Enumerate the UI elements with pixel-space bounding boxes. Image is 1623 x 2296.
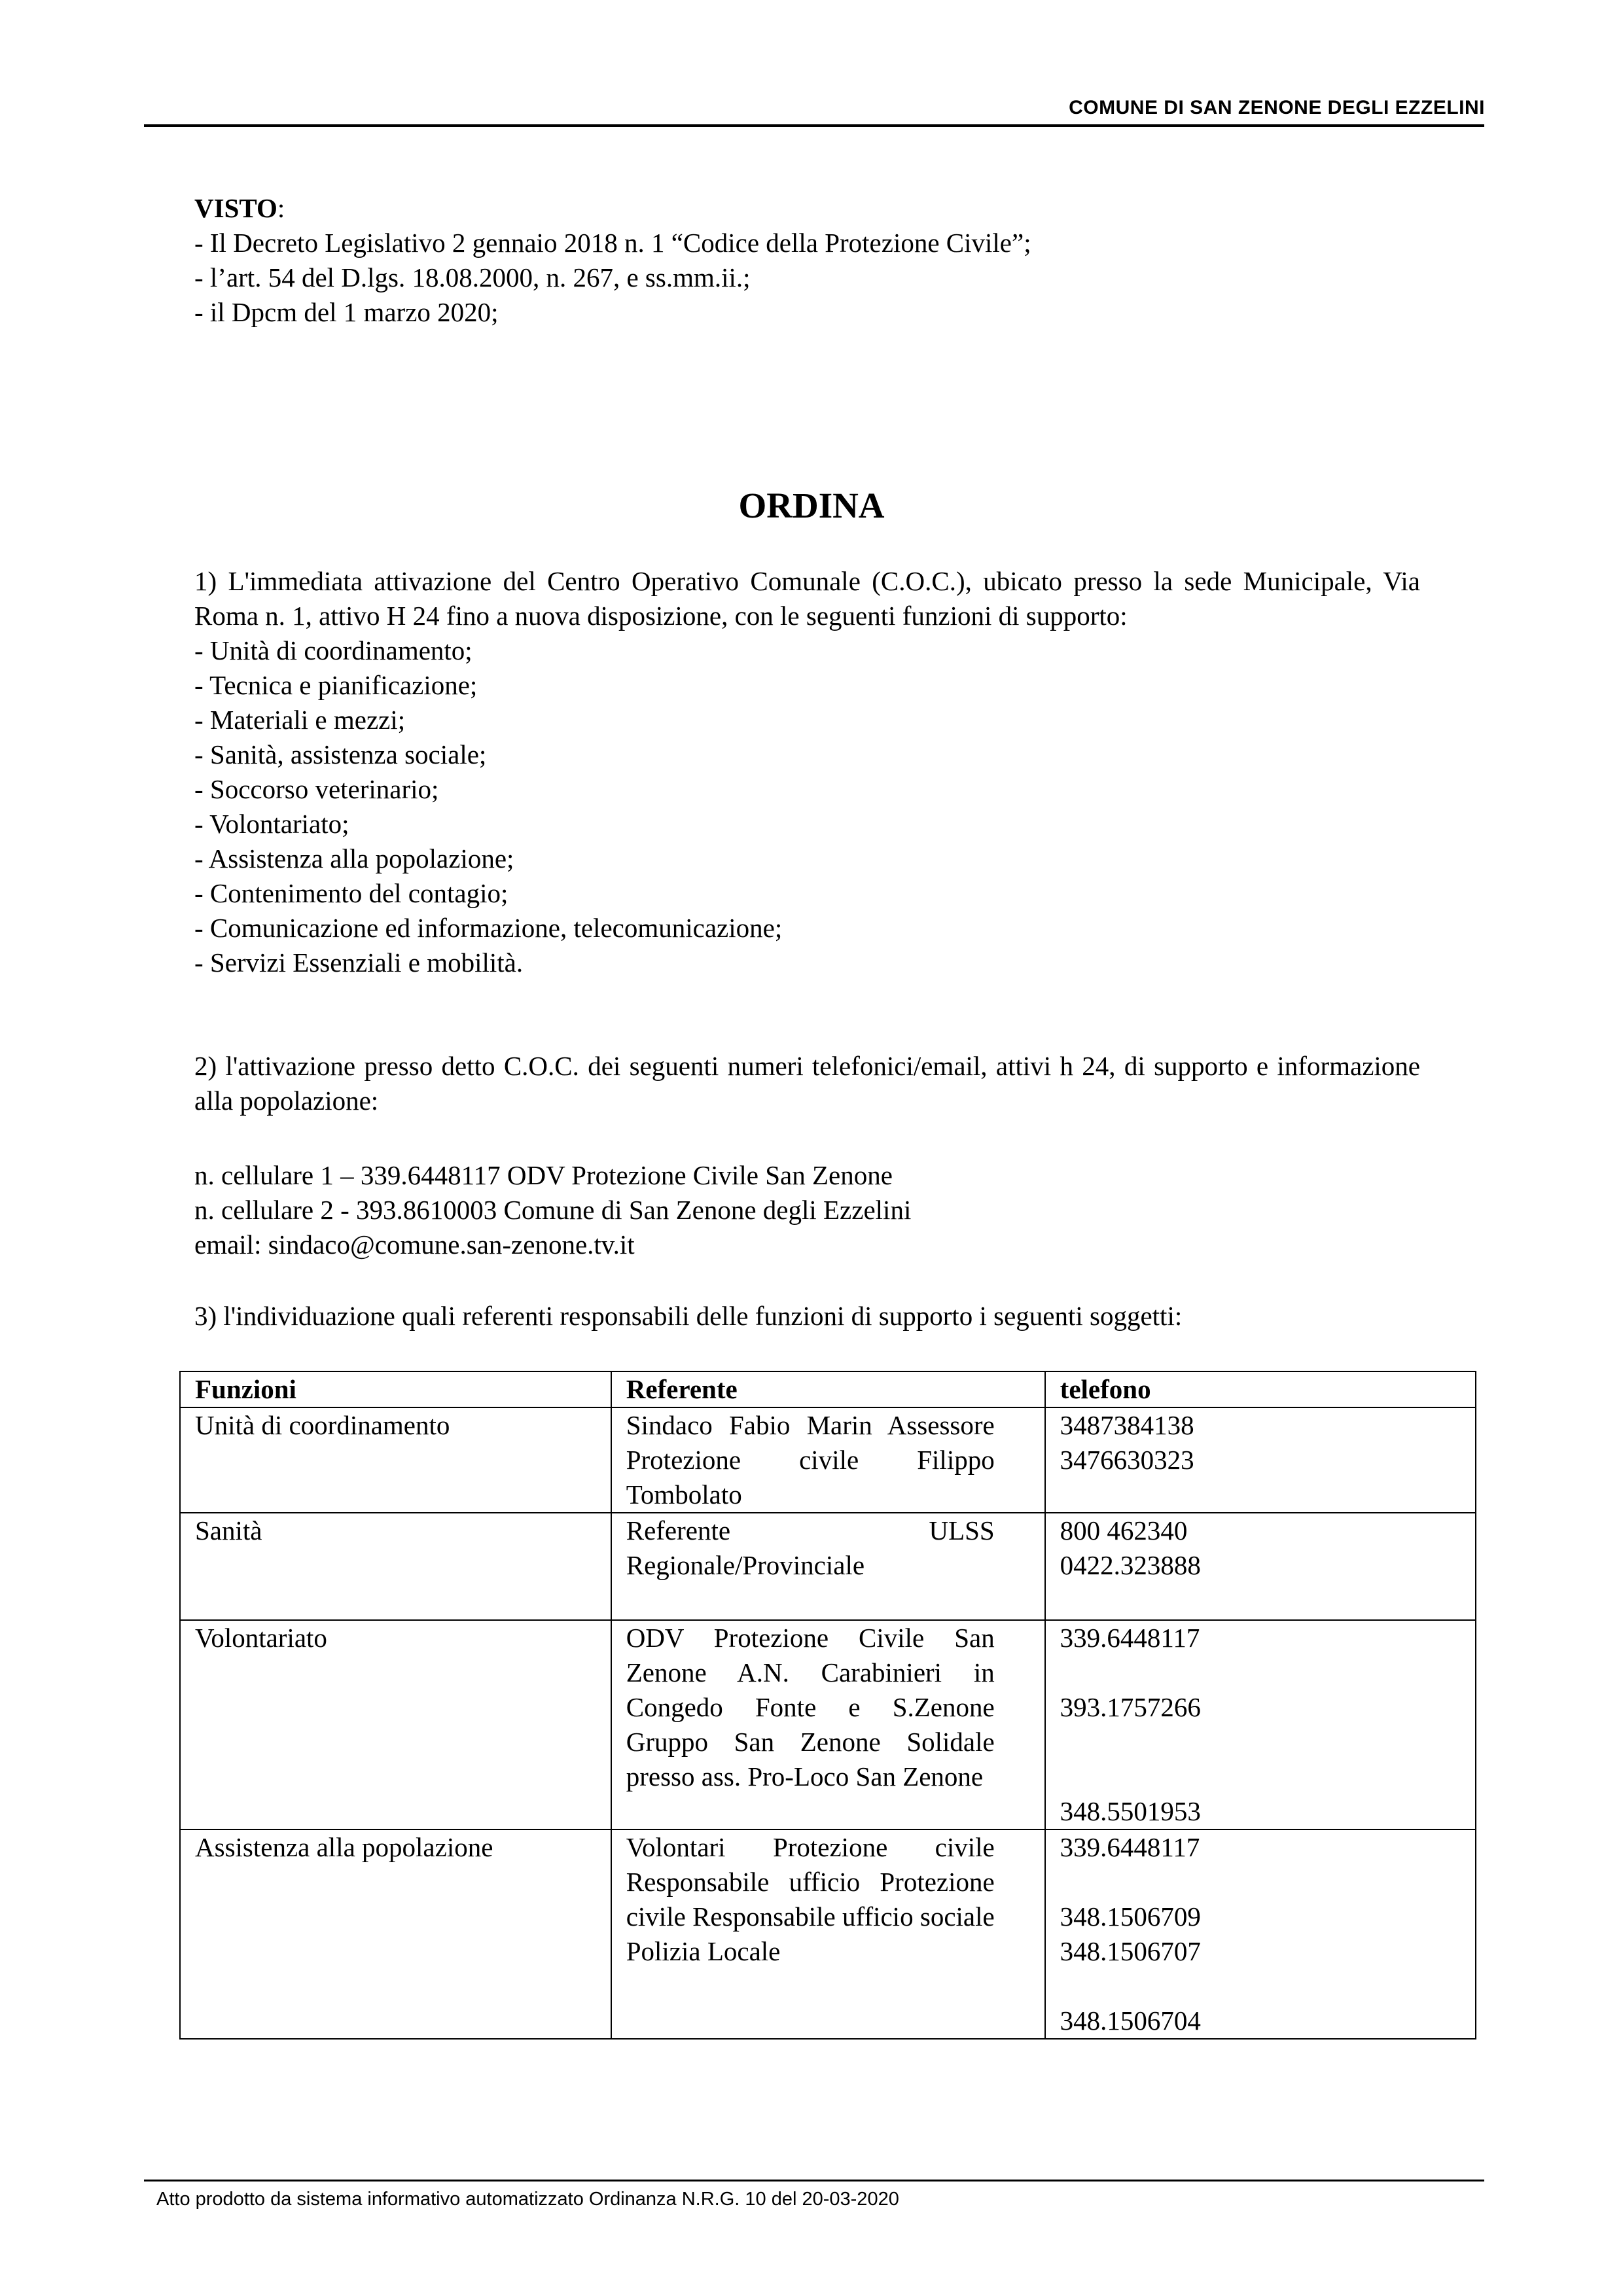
referente-text: Referente ULSS Regionale/Provinciale <box>626 1515 995 1580</box>
visto-item: - il Dpcm del 1 marzo 2020; <box>194 297 499 327</box>
column-header-telefono: telefono <box>1045 1371 1476 1407</box>
support-function-item: - Contenimento del contagio; <box>194 878 508 908</box>
support-function-item: - Comunicazione ed informazione, telecomunicazione; <box>194 913 783 943</box>
cell-referente <box>611 1620 1045 1829</box>
phone-number: 3476630323 <box>1060 1445 1194 1475</box>
support-function-item: - Servizi Essenziali e mobilità. <box>194 947 524 978</box>
table-row <box>180 1407 1476 1513</box>
visto-item: - l’art. 54 del D.lgs. 18.08.2000, n. 267, e ss.mm.ii.; <box>194 262 751 292</box>
visto-section <box>194 191 1438 330</box>
table-row <box>180 1829 1476 2039</box>
contact-email: email: sindaco@comune.san-zenone.tv.it <box>194 1229 635 1260</box>
referente-text: Volontari Protezione civile Responsabile ufficio Protezione civile Responsabile ufficio sociale Polizia Locale <box>626 1832 995 1966</box>
contact-phone-2: n. cellulare 2 - 393.8610003 Comune di San Zenone degli Ezzelini <box>194 1195 912 1225</box>
referents-table <box>179 1371 1476 2040</box>
support-function-item: - Materiali e mezzi; <box>194 705 406 735</box>
cell-telefono <box>1045 1407 1476 1513</box>
table-header-row <box>180 1371 1476 1407</box>
cell-telefono <box>1045 1829 1476 2039</box>
phone-number: 339.6448117 <box>1060 1832 1200 1862</box>
blank-line <box>1060 1865 1475 1899</box>
support-function-item: - Assistenza alla popolazione; <box>194 843 514 874</box>
cell-referente <box>611 1513 1045 1620</box>
ordina-title: ORDINA <box>738 486 885 525</box>
phone-number: 800 462340 <box>1060 1515 1188 1545</box>
table-row <box>180 1620 1476 1829</box>
phone-number: 348.1506709 <box>1060 1901 1201 1932</box>
phone-number: 348.1506704 <box>1060 2005 1201 2036</box>
point-1 <box>194 564 1420 980</box>
cell-telefono <box>1045 1620 1476 1829</box>
support-function-item: - Unità di coordinamento; <box>194 635 473 665</box>
cell-funzione: Sanità <box>180 1513 611 1620</box>
support-function-item: - Sanità, assistenza sociale; <box>194 739 487 769</box>
header-title: COMUNE DI SAN ZENONE DEGLI EZZELINI <box>1069 97 1485 118</box>
point-3-intro: 3) l'individuazione quali referenti responsabili delle funzioni di supporto i seguenti soggetti: <box>194 1301 1183 1331</box>
footer-text: Atto prodotto da sistema informativo automatizzato Ordinanza N.R.G. 10 del 20-03-2020 <box>156 2189 899 2210</box>
phone-number: 393.1757266 <box>1060 1692 1201 1722</box>
contact-phone-1: n. cellulare 1 – 339.6448117 ODV Protezione Civile San Zenone <box>194 1160 893 1190</box>
cell-funzione: Volontariato <box>180 1620 611 1829</box>
table-row <box>180 1513 1476 1620</box>
phone-number: 339.6448117 <box>1060 1623 1200 1653</box>
blank-line <box>1060 1759 1475 1794</box>
blank-line <box>1060 1969 1475 2004</box>
visto-item: - Il Decreto Legislativo 2 gennaio 2018 n. 1 “Codice della Protezione Civile”; <box>194 228 1031 258</box>
header-divider <box>144 124 1484 127</box>
support-function-item: - Soccorso veterinario; <box>194 774 439 804</box>
blank-line <box>1060 1655 1475 1690</box>
referente-text: Sindaco Fabio Marin Assessore Protezione civile Filippo Tombolato <box>626 1410 995 1510</box>
phone-number: 348.1506707 <box>1060 1936 1201 1966</box>
cell-telefono <box>1045 1513 1476 1620</box>
column-header-funzioni: Funzioni <box>180 1371 611 1407</box>
visto-colon: : <box>277 193 285 223</box>
cell-funzione: Unità di coordinamento <box>180 1407 611 1513</box>
cell-referente <box>611 1407 1045 1513</box>
visto-label: VISTO <box>194 193 277 223</box>
contacts-list <box>194 1158 1420 1262</box>
support-function-item: - Volontariato; <box>194 809 349 839</box>
column-header-referente: Referente <box>611 1371 1045 1407</box>
support-function-item: - Tecnica e pianificazione; <box>194 670 478 700</box>
footer-divider <box>144 2180 1484 2181</box>
visto-heading <box>194 191 1438 226</box>
point-1-intro: 1) L'immediata attivazione del Centro Operativo Comunale (C.O.C.), ubicato presso la sede Municipale, Via Roma n. 1, attivo H 24 fino a nuova disposizione, con le seguenti funzioni di supporto: <box>194 566 1420 631</box>
phone-number: 3487384138 <box>1060 1410 1194 1440</box>
referente-text: ODV Protezione Civile San Zenone A.N. Carabinieri in Congedo Fonte e S.Zenone Gruppo San Zenone Solidale presso ass. Pro-Loco San Zenone <box>626 1623 995 1792</box>
point-2-intro: 2) l'attivazione presso detto C.O.C. dei seguenti numeri telefonici/email, attivi h 24, di supporto e informazione alla popolazione: <box>194 1051 1420 1116</box>
cell-funzione: Assistenza alla popolazione <box>180 1829 611 2039</box>
phone-number: 348.5501953 <box>1060 1796 1201 1826</box>
cell-referente <box>611 1829 1045 2039</box>
blank-line <box>1060 1725 1475 1759</box>
phone-number: 0422.323888 <box>1060 1550 1201 1580</box>
